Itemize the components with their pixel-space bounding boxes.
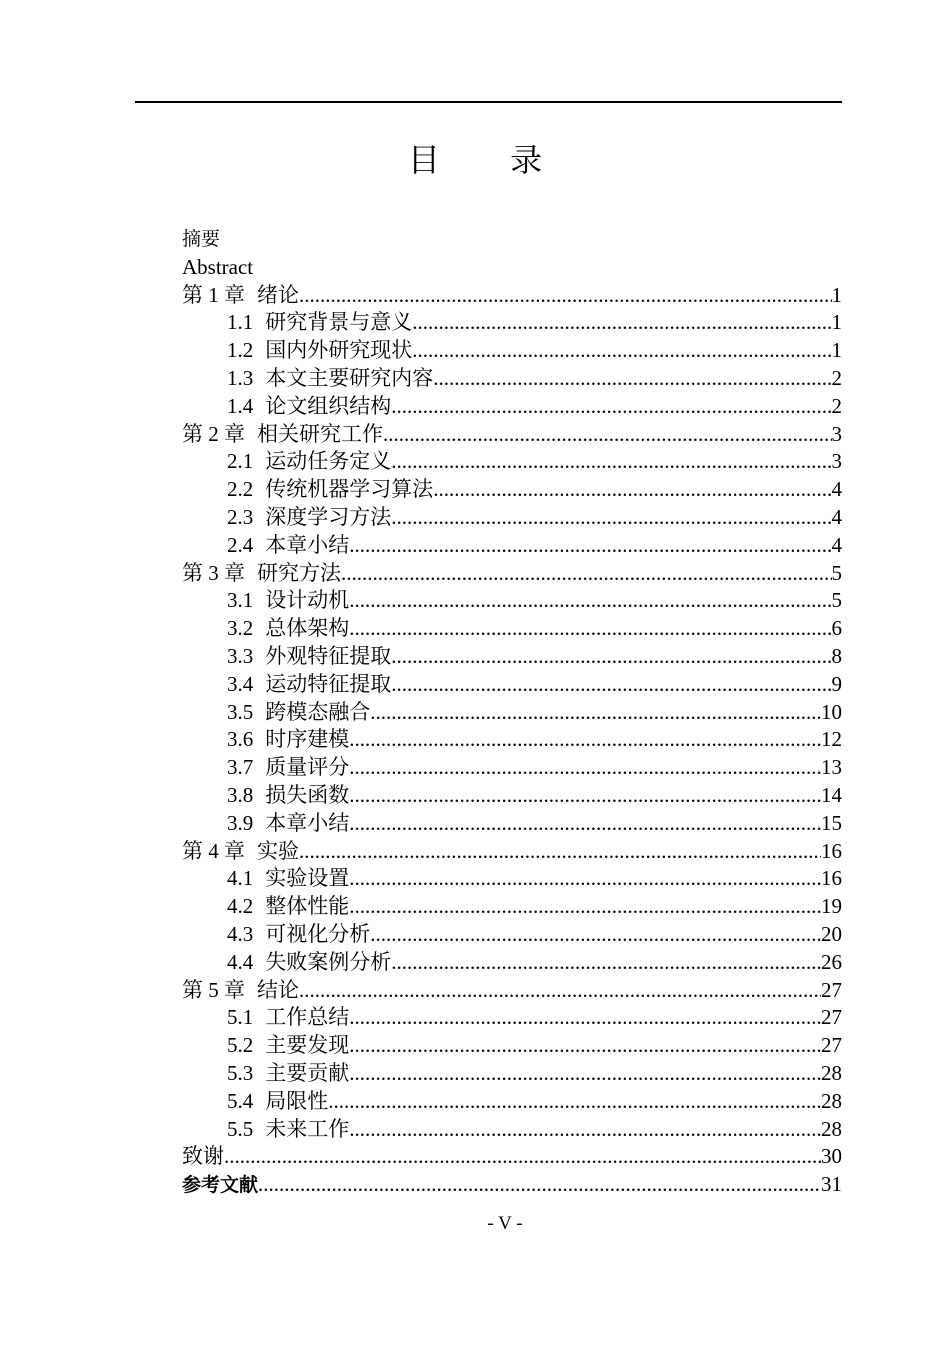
toc-section-entry[interactable] xyxy=(182,587,842,615)
toc-entry-number: 4.4 xyxy=(227,949,254,974)
toc-entry-number: 1.4 xyxy=(227,393,254,418)
toc-entry-number: 3.3 xyxy=(227,643,254,668)
toc-page-number: 5 xyxy=(831,560,842,585)
toc-entry-label xyxy=(182,977,299,1005)
toc-section-entry[interactable] xyxy=(182,699,842,727)
toc-entry-title: 参考文献 xyxy=(182,1174,259,1197)
toc-entry-label xyxy=(182,560,341,588)
toc-entry-title: 外观特征提取 xyxy=(265,643,392,668)
toc-entry-title: 实验 xyxy=(257,838,299,863)
toc-entry-title: 可视化分析 xyxy=(265,921,371,946)
toc-page-number: 4 xyxy=(831,532,842,557)
toc-section-entry[interactable] xyxy=(182,810,842,838)
toc-entry-label xyxy=(227,393,391,421)
toc-entry-number: 5.1 xyxy=(227,1005,254,1030)
toc-leader-dots xyxy=(412,309,831,337)
toc-entry-label xyxy=(227,949,391,977)
toc-chapter-entry[interactable] xyxy=(182,1143,842,1171)
toc-page-number: 5 xyxy=(831,588,842,613)
toc-page-number: 9 xyxy=(831,671,842,696)
toc-leader-dots xyxy=(349,893,821,921)
toc-section-entry[interactable] xyxy=(182,726,842,754)
toc-entry-title: 实验设置 xyxy=(265,866,350,891)
toc-section-entry[interactable] xyxy=(182,671,842,699)
toc-section-entry[interactable] xyxy=(182,643,842,671)
toc-section-entry[interactable] xyxy=(182,921,842,949)
toc-entry-number: 3.1 xyxy=(227,588,254,613)
toc-page-number: 3 xyxy=(831,449,842,474)
toc-leader-dots xyxy=(370,699,821,727)
toc-leader-dots xyxy=(349,810,821,838)
toc-page-number: 2 xyxy=(831,365,842,390)
toc-page-number: 6 xyxy=(831,616,842,641)
toc-entry-number: 第 1 章 xyxy=(182,282,245,307)
toc-entry-title: 主要发现 xyxy=(265,1033,350,1058)
toc-entry-label xyxy=(227,1116,349,1144)
page-number: - V - xyxy=(487,1213,523,1234)
toc-page-number: 8 xyxy=(831,643,842,668)
toc-entry-number: 1.3 xyxy=(227,365,254,390)
toc-entry-number: 1.1 xyxy=(227,310,254,335)
toc-entry-number: 3.2 xyxy=(227,616,254,641)
toc-entry-number: 第 2 章 xyxy=(182,421,245,446)
toc-entry-label xyxy=(227,754,349,782)
toc-entry-number: 3.5 xyxy=(227,699,254,724)
toc-page-number: 16 xyxy=(821,838,842,863)
toc-section-entry[interactable] xyxy=(182,365,842,393)
toc-entry-title: 局限性 xyxy=(265,1088,329,1113)
toc-entry-label xyxy=(227,699,370,727)
toc-entry-label xyxy=(227,587,349,615)
toc-section-entry[interactable] xyxy=(182,476,842,504)
toc-entry-title: 质量评分 xyxy=(265,755,350,780)
toc-entry-title: 工作总结 xyxy=(265,1005,350,1030)
toc-entry-label xyxy=(227,337,412,365)
toc-leader-dots xyxy=(349,754,821,782)
toc-entry-title: 时序建模 xyxy=(265,727,350,752)
toc-entry-number: 2.1 xyxy=(227,449,254,474)
toc-entry-number: 4.3 xyxy=(227,921,254,946)
toc-page-number: 28 xyxy=(821,1088,842,1113)
toc-leader-dots xyxy=(391,393,831,421)
toc-leader-dots xyxy=(349,1060,821,1088)
toc-entry-label xyxy=(227,782,349,810)
toc-leader-dots xyxy=(349,865,821,893)
toc-section-entry[interactable] xyxy=(182,504,842,532)
toc-leader-dots xyxy=(433,365,831,393)
toc-leader-dots xyxy=(391,671,831,699)
toc-entry-title: 相关研究工作 xyxy=(257,421,383,446)
toc-page-number: 12 xyxy=(821,727,842,752)
toc-entry-label xyxy=(182,838,299,866)
toc-chapter-entry[interactable] xyxy=(182,977,842,1005)
toc-entry-label xyxy=(227,726,349,754)
toc-entry-title: 设计动机 xyxy=(265,588,350,613)
toc-entry-number: 4.2 xyxy=(227,894,254,919)
toc-page-number: 1 xyxy=(831,310,842,335)
toc-entry-number: 5.2 xyxy=(227,1033,254,1058)
toc-leader-dots xyxy=(341,560,832,588)
header-rule xyxy=(135,101,842,103)
toc-leader-dots xyxy=(328,1088,821,1116)
toc-entry-label xyxy=(182,226,220,254)
toc-page-number: 27 xyxy=(821,977,842,1002)
toc-section-entry[interactable] xyxy=(182,309,842,337)
toc-entry-title: 运动特征提取 xyxy=(265,671,392,696)
toc-entry-number: 3.8 xyxy=(227,782,254,807)
toc-entry-number: 5.4 xyxy=(227,1088,254,1113)
toc-entry-number: 3.9 xyxy=(227,810,254,835)
table-of-contents xyxy=(182,226,842,1199)
toc-page-number: 15 xyxy=(821,810,842,835)
toc-leader-dots xyxy=(349,782,821,810)
toc-leader-dots xyxy=(349,1116,821,1144)
toc-section-entry[interactable] xyxy=(182,1088,842,1116)
toc-entry-label xyxy=(227,1060,349,1088)
toc-chapter-entry[interactable] xyxy=(182,838,842,866)
toc-entry-label xyxy=(227,671,391,699)
toc-entry-label xyxy=(227,810,349,838)
toc-leader-dots xyxy=(299,977,821,1005)
toc-entry-title: 运动任务定义 xyxy=(265,449,392,474)
toc-section-entry[interactable] xyxy=(182,1032,842,1060)
toc-entry-label xyxy=(227,309,412,337)
toc-entry-label xyxy=(227,893,349,921)
toc-leader-dots xyxy=(391,949,821,977)
toc-entry-label xyxy=(227,532,349,560)
toc-entry-label xyxy=(227,476,433,504)
toc-entry-title: 致谢 xyxy=(182,1144,224,1169)
toc-entry-title: 本章小结 xyxy=(265,532,350,557)
toc-entry-number: 2.2 xyxy=(227,477,254,502)
toc-page-number: 28 xyxy=(821,1116,842,1141)
toc-entry-number: 2.3 xyxy=(227,504,254,529)
toc-entry-label xyxy=(227,865,349,893)
toc-leader-dots xyxy=(349,615,831,643)
toc-chapter-entry[interactable] xyxy=(182,1171,842,1199)
toc-page-number: 1 xyxy=(831,282,842,307)
page-title: 目 录 xyxy=(407,141,573,179)
toc-section-entry[interactable] xyxy=(182,615,842,643)
toc-chapter-entry[interactable] xyxy=(182,560,842,588)
toc-entry-label xyxy=(227,448,391,476)
toc-page-number: 16 xyxy=(821,866,842,891)
toc-entry-label xyxy=(227,365,433,393)
toc-leader-dots xyxy=(412,337,831,365)
toc-entry-label xyxy=(227,504,391,532)
toc-entry-title: 失败案例分析 xyxy=(265,949,392,974)
toc-entry-label xyxy=(227,921,370,949)
toc-entry-label xyxy=(182,1172,258,1200)
toc-section-entry[interactable] xyxy=(182,393,842,421)
toc-entry-number: 5.5 xyxy=(227,1116,254,1141)
toc-entry-title: 结论 xyxy=(257,977,299,1002)
toc-leader-dots xyxy=(349,532,831,560)
toc-entry-title: Abstract xyxy=(182,254,254,279)
toc-leader-dots xyxy=(433,476,831,504)
toc-leader-dots xyxy=(299,838,821,866)
toc-section-entry[interactable] xyxy=(182,1004,842,1032)
toc-leader-dots xyxy=(391,504,831,532)
toc-entry-label xyxy=(182,282,299,310)
toc-leader-dots xyxy=(349,587,831,615)
toc-entry-number: 3.4 xyxy=(227,671,254,696)
toc-entry-title: 国内外研究现状 xyxy=(265,338,413,363)
toc-entry-label xyxy=(227,1032,349,1060)
toc-entry-title: 论文组织结构 xyxy=(265,393,392,418)
toc-entry-title: 跨模态融合 xyxy=(265,699,371,724)
toc-leader-dots xyxy=(391,643,831,671)
toc-section-entry[interactable] xyxy=(182,949,842,977)
toc-entry-title: 摘要 xyxy=(182,228,221,250)
toc-page-number: 14 xyxy=(821,782,842,807)
toc-chapter-entry[interactable] xyxy=(182,254,842,282)
toc-entry-label xyxy=(182,421,383,449)
toc-leader-dots xyxy=(370,921,821,949)
toc-entry-title: 本章小结 xyxy=(265,810,350,835)
toc-leader-dots xyxy=(349,726,821,754)
toc-chapter-entry[interactable] xyxy=(182,282,842,310)
toc-section-entry[interactable] xyxy=(182,337,842,365)
toc-page-number: 27 xyxy=(821,1033,842,1058)
toc-entry-number: 第 5 章 xyxy=(182,977,245,1002)
toc-page-number: 3 xyxy=(831,421,842,446)
toc-leader-dots xyxy=(349,1004,821,1032)
toc-page-number: 31 xyxy=(821,1172,842,1197)
toc-page-number: 27 xyxy=(821,1005,842,1030)
toc-entry-label xyxy=(227,1088,328,1116)
toc-page-number: 28 xyxy=(821,1060,842,1085)
toc-section-entry[interactable] xyxy=(182,893,842,921)
toc-leader-dots xyxy=(383,421,832,449)
toc-entry-title: 损失函数 xyxy=(265,782,350,807)
toc-entry-label xyxy=(182,254,253,282)
toc-entry-label xyxy=(227,615,349,643)
toc-entry-label xyxy=(227,1004,349,1032)
toc-leader-dots xyxy=(349,1032,821,1060)
toc-page-number: 4 xyxy=(831,477,842,502)
toc-page-number: 2 xyxy=(831,393,842,418)
toc-entry-number: 4.1 xyxy=(227,866,254,891)
toc-chapter-entry[interactable] xyxy=(182,226,842,254)
toc-section-entry[interactable] xyxy=(182,754,842,782)
toc-section-entry[interactable] xyxy=(182,532,842,560)
toc-leader-dots xyxy=(391,448,831,476)
toc-page-number: 19 xyxy=(821,894,842,919)
toc-entry-title: 整体性能 xyxy=(265,894,350,919)
toc-entry-title: 深度学习方法 xyxy=(265,504,392,529)
toc-section-entry[interactable] xyxy=(182,1060,842,1088)
toc-entry-title: 主要贡献 xyxy=(265,1060,350,1085)
toc-section-entry[interactable] xyxy=(182,782,842,810)
toc-entry-number: 第 4 章 xyxy=(182,838,245,863)
toc-entry-number: 1.2 xyxy=(227,338,254,363)
toc-page-number: 20 xyxy=(821,921,842,946)
toc-leader-dots xyxy=(224,1143,821,1171)
toc-chapter-entry[interactable] xyxy=(182,421,842,449)
toc-entry-title: 传统机器学习算法 xyxy=(265,477,434,502)
toc-entry-title: 本文主要研究内容 xyxy=(265,365,434,390)
toc-entry-number: 3.7 xyxy=(227,755,254,780)
toc-entry-title: 总体架构 xyxy=(265,616,350,641)
toc-page-number: 4 xyxy=(831,504,842,529)
toc-leader-dots xyxy=(258,1171,821,1199)
toc-entry-title: 研究方法 xyxy=(257,560,341,585)
toc-page-number: 30 xyxy=(821,1144,842,1169)
toc-entry-number: 2.4 xyxy=(227,532,254,557)
toc-entry-title: 未来工作 xyxy=(265,1116,350,1141)
toc-page-number: 26 xyxy=(821,949,842,974)
toc-entry-number: 第 3 章 xyxy=(182,560,245,585)
toc-entry-number: 5.3 xyxy=(227,1060,254,1085)
toc-entry-title: 绪论 xyxy=(257,282,299,307)
toc-page-number: 1 xyxy=(831,338,842,363)
toc-page-number: 10 xyxy=(821,699,842,724)
toc-page-number: 13 xyxy=(821,755,842,780)
toc-entry-number: 3.6 xyxy=(227,727,254,752)
toc-entry-label xyxy=(227,643,391,671)
toc-section-entry[interactable] xyxy=(182,1116,842,1144)
toc-leader-dots xyxy=(299,282,832,310)
toc-section-entry[interactable] xyxy=(182,865,842,893)
toc-entry-label xyxy=(182,1143,224,1171)
toc-section-entry[interactable] xyxy=(182,448,842,476)
toc-entry-title: 研究背景与意义 xyxy=(265,310,413,335)
